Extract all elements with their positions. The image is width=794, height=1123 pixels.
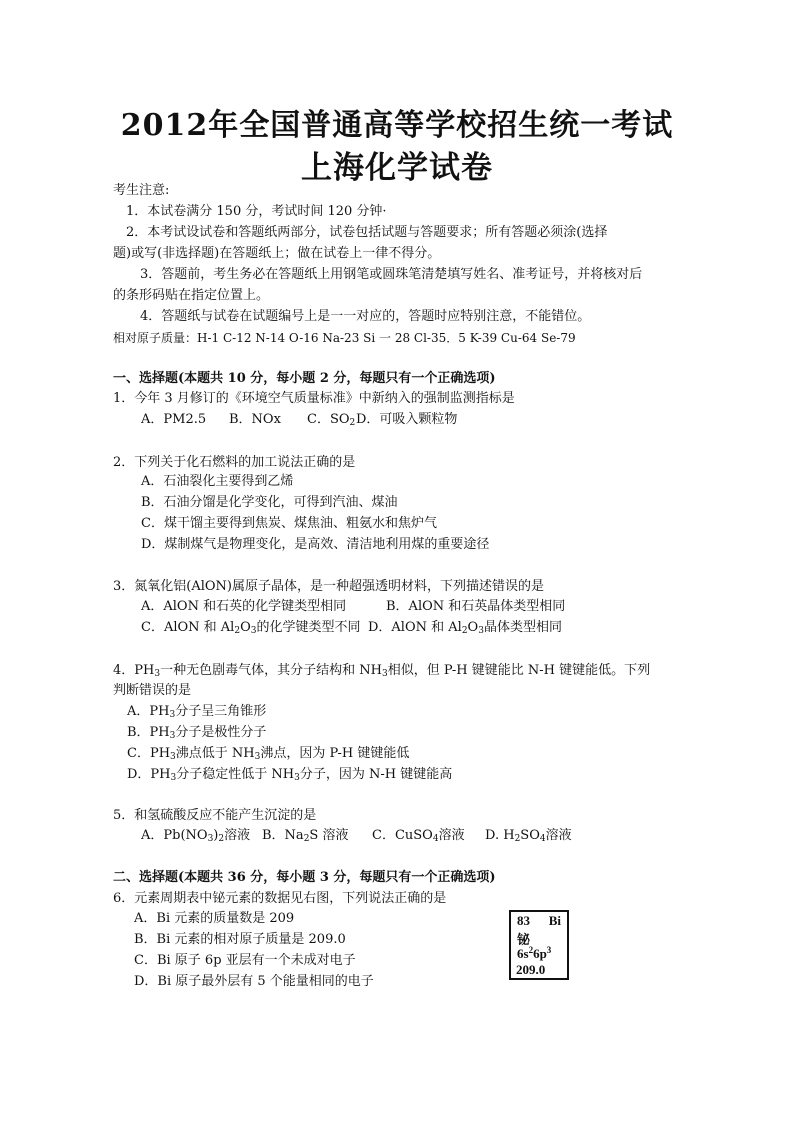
q1-option-a: A．PM2.5 <box>141 412 207 427</box>
notice-item-4: 4．答题纸与试卷在试题编号上是一一对应的，答题时应特别注意，不能错位。 <box>140 309 591 324</box>
atomic-number: 83 <box>517 913 530 928</box>
notice-item-2-cont: 题)或写(非选择题)在答题纸上；做在试卷上一律不得分。 <box>113 246 441 261</box>
q6-option-c: C．Bi 原子 6p 亚层有一个未成对电子 <box>134 953 356 968</box>
q1-stem: 1．今年 3 月修订的《环境空气质量标准》中新纳入的强制监测指标是 <box>113 391 515 406</box>
q2-stem: 2．下列关于化石燃料的加工说法正确的是 <box>113 455 356 470</box>
q1-option-d: D．可吸入颗粒物 <box>356 412 458 427</box>
section-1-heading: 一、选择题(本题共 10 分，每小题 2 分，每题只有一个正确选项) <box>113 371 496 386</box>
q2-option-a: A．石油裂化主要得到乙烯 <box>141 474 294 489</box>
q6-option-a: A．Bi 元素的质量数是 209 <box>134 911 295 926</box>
section-2-heading: 二、选择题(本题共 36 分，每小题 3 分，每题只有一个正确选项) <box>113 870 496 885</box>
q3-option-b: B．AlON 和石英晶体类型相同 <box>386 599 566 614</box>
q4-option-b: B．$PH_3$分子是极性分子 <box>127 725 267 741</box>
q3-stem: 3．氮氧化铝(AlON)属原子晶体，是一种超强透明材料，下列描述错误的是 <box>113 579 544 594</box>
q4-option-c: C．$PH_3$沸点低于 $NH_3$沸点，因为 P-H 键键能低 <box>127 746 410 762</box>
q4-option-a: A．$PH_3$分子呈三角锥形 <box>127 704 267 720</box>
q6-stem: 6．元素周期表中铋元素的数据见右图，下列说法正确的是 <box>113 891 447 906</box>
q5-option-c: C．CuSO$_4$溶液 <box>372 828 465 844</box>
q4-option-d: D．$PH_3$分子稳定性低于 $NH_3$分子，因为 N-H 键键能高 <box>127 767 453 783</box>
q4-stem: 4．$PH_3$一种无色剧毒气体，其分子结构和 $NH_3$相似，但 P-H 键键能比 N-H 键键能低。下列 <box>113 663 651 679</box>
relative-atomic-mass: 209.0 <box>516 962 546 977</box>
notice-heading: 考生注意: <box>113 183 170 198</box>
q3-option-d: D．AlON 和 $Al_2O_3$晶体类型相同 <box>368 620 562 636</box>
q3-option-c: C．AlON 和 $Al_2O_3$的化学键类型不同 <box>141 620 361 636</box>
q5-option-d: D. $H_2SO_4$溶液 <box>485 828 572 844</box>
q3-option-a: A．AlON 和石英的化学键类型相同 <box>141 599 347 614</box>
q6-option-b: B．Bi 元素的相对原子质量是 209.0 <box>134 932 346 947</box>
q5-stem: 5．和氢硫酸反应不能产生沉淀的是 <box>113 808 317 823</box>
q2-option-b: B．石油分馏是化学变化，可得到汽油、煤油 <box>141 495 398 510</box>
q6-option-d: D．Bi 原子最外层有 5 个能量相同的电子 <box>134 974 374 989</box>
exam-subtitle: 上海化学试卷 <box>301 150 493 186</box>
notice-item-3-cont: 的条形码贴在指定位置上。 <box>113 288 270 303</box>
q1-option-b: B．NOx <box>229 412 281 427</box>
notice-item-3: 3．答题前，考生务必在答题纸上用钢笔或圆珠笔清楚填写姓名、准考证号，并将核对后 <box>140 267 643 282</box>
atomic-mass-table: 相对原子质量：H-1 C-12 N-14 O-16 Na-23 Si 一 28 Cl-35．5 K-39 Cu-64 Se-79 <box>113 331 576 345</box>
bismuth-element-card <box>509 910 569 980</box>
q2-option-d: D．煤制煤气是物理变化，是高效、清洁地利用煤的重要途径 <box>141 537 490 552</box>
notice-item-1: 1．本试卷满分 150 分，考试时间 120 分钟· <box>126 204 387 219</box>
q5-option-a: A．$Pb(NO_3)_2$溶液 <box>141 828 251 844</box>
exam-title: 2012年全国普通高等学校招生统一考试 <box>120 108 674 143</box>
q2-option-c: C．煤干馏主要得到焦炭、煤焦油、粗氨水和焦炉气 <box>141 516 437 531</box>
element-symbol: Bi <box>548 913 561 928</box>
notice-item-2: 2．本考试设试卷和答题纸两部分，试卷包括试题与答题要求；所有答题必须涂(选择 <box>126 225 608 240</box>
q4-stem-cont: 判断错误的是 <box>113 683 192 698</box>
q5-option-b: B．$Na_2S$ 溶液 <box>262 828 349 844</box>
element-name: 铋 <box>517 932 531 947</box>
q1-option-c: C．$SO_2$ <box>307 412 356 428</box>
electron-configuration: $6s^26p^3$ <box>517 945 552 961</box>
